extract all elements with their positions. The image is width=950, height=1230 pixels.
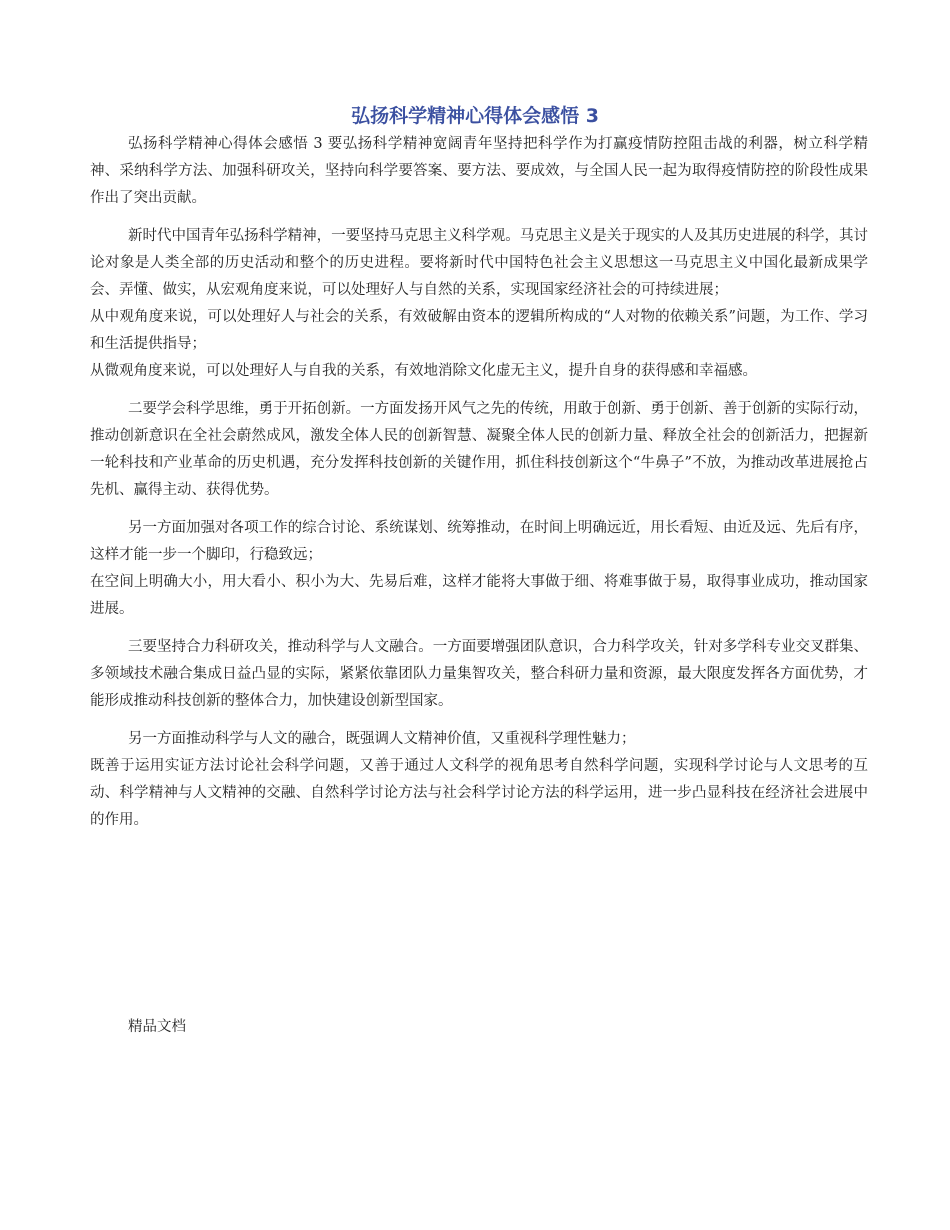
paragraph-conclusion: 既善于运用实证方法讨论社会科学问题，又善于通过人文科学的视角思考自然科学问题，实现科学讨论与人文思考的互动、科学精神与人文精神的交融、自然科学讨论方法与社会科学讨论方法的科学运用，进一步凸显科技在经济社会进展中的作用。 xyxy=(90,758,868,828)
paragraph-time-dimension: 另一方面加强对各项工作的综合讨论、系统谋划、统筹推动，在时间上明确远近，用长看短、由近及远、先后有序，这样才能一步一个脚印，行稳致远； xyxy=(90,520,868,563)
paragraph-intro: 弘扬科学精神心得体会感悟 3 要弘扬科学精神宽阔青年坚持把科学作为打赢疫情防控阻击战的利器，树立科学精神、采纳科学方法、加强科研攻关，坚持向科学要答案、要方法、要成效，与全国人民一起为取得疫情防控的阶段性成果作出了突出贡献。 xyxy=(90,136,868,206)
paragraph-humanities: 另一方面推动科学与人文的融合，既强调人文精神价值，又重视科学理性魅力； xyxy=(128,731,636,747)
paragraph-point-two: 二要学会科学思维，勇于开拓创新。一方面发扬开风气之先的传统，用敢于创新、勇于创新、善于创新的实际行动，推动创新意识在全社会蔚然成风，激发全体人民的创新智慧、凝聚全体人民的创新力量、释放全社会的创新活力，把握新一轮科技和产业革命的历史机遇，充分发挥科技创新的关键作用，抓住科技创新这个“牛鼻子”不放，为推动改革进展抢占先机、赢得主动、获得优势。 xyxy=(90,401,868,498)
footer-label: 精品文档 xyxy=(128,1019,186,1035)
paragraph-point-three: 三要坚持合力科研攻关，推动科学与人文融合。一方面要增强团队意识，合力科学攻关，针对多学科专业交叉群集、多领域技术融合集成日益凸显的实际，紧紧依靠团队力量集智攻关，整合科研力量和资源，最大限度发挥各方面优势，才能形成推动科技创新的整体合力，加快建设创新型国家。 xyxy=(90,639,868,709)
document-body xyxy=(90,131,868,834)
document-title: 弘扬科学精神心得体会感悟 3 xyxy=(351,105,599,127)
paragraph-space-dimension: 在空间上明确大小，用大看小、积小为大、先易后难，这样才能将大事做于细、将难事做于易，取得事业成功，推动国家进展。 xyxy=(90,574,868,617)
paragraph-point-one: 新时代中国青年弘扬科学精神，一要坚持马克思主义科学观。马克思主义是关于现实的人及其历史进展的科学，其讨论对象是人类全部的历史活动和整个的历史进程。要将新时代中国特色社会主义思想这一马克思主义中国化最新成果学会、弄懂、做实，从宏观角度来说，可以处理好人与自然的关系，实现国家经济社会的可持续进展； xyxy=(90,228,868,298)
paragraph-meso-view: 从中观角度来说，可以处理好人与社会的关系，有效破解由资本的逻辑所构成的“人对物的依赖关系”问题，为工作、学习和生活提供指导； xyxy=(90,309,868,352)
paragraph-micro-view: 从微观角度来说，可以处理好人与自我的关系，有效地消除文化虚无主义，提升自身的获得感和幸福感。 xyxy=(90,363,757,379)
